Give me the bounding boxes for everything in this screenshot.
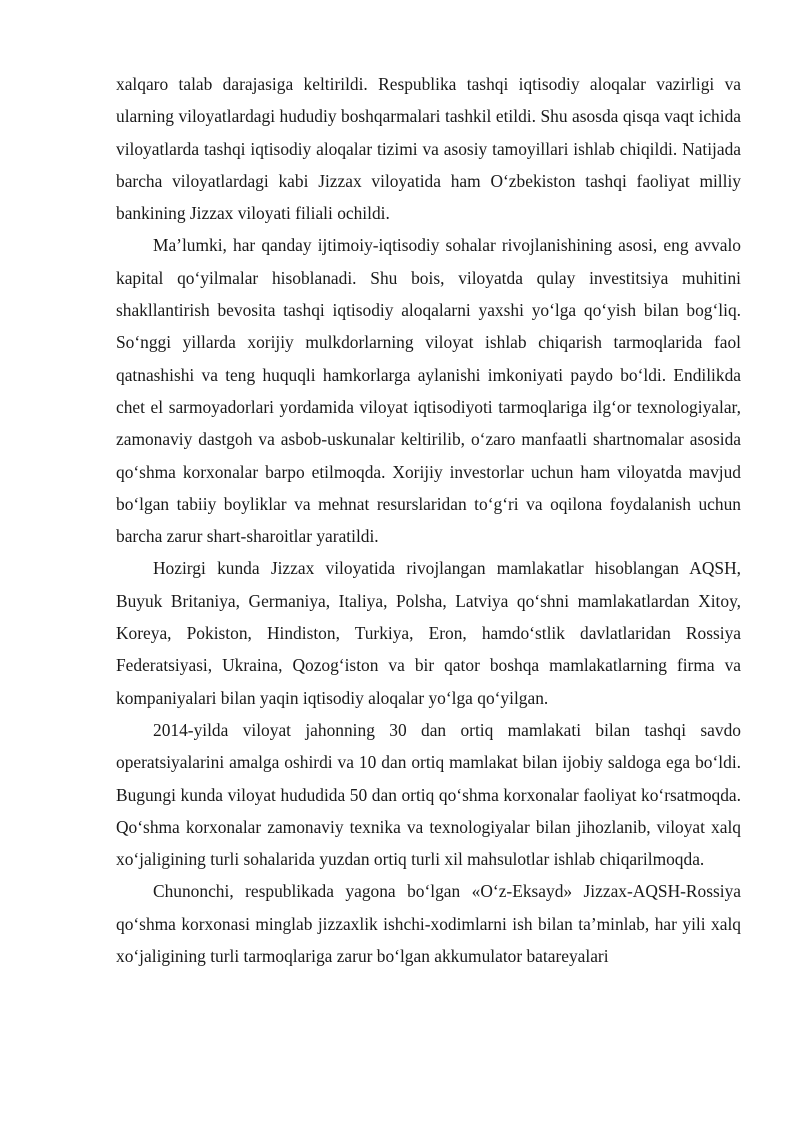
document-page xyxy=(116,68,741,972)
paragraph-1: xalqaro talab darajasiga keltirildi. Respublika tashqi iqtisodiy aloqalar vazirligi va ularning viloyatlardagi hududiy boshqarmalari tashkil etildi. Shu asosda qisqa vaqt ichida viloyatlarda tashqi iqtisodiy aloqalar tizimi va asosiy tamoyillari ishlab chiqildi. Natijada barcha viloyatlardagi kabi Jizzax viloyatida ham O‘zbekiston tashqi faoliyat milliy bankining Jizzax viloyati filiali ochildi. xyxy=(116,74,741,224)
paragraph-4: 2014-yilda viloyat jahonning 30 dan ortiq mamlakati bilan tashqi savdo operatsiyalarini amalga oshirdi va 10 dan ortiq mamlakat bilan ijobiy saldoga ega bo‘ldi. Bugungi kunda viloyat hududida 50 dan ortiq qo‘shma korxonalar faoliyat ko‘rsatmoqda. Qo‘shma korxonalar zamonaviy texnika va texnologiyalar bilan jihozlanib, viloyat xalq xo‘jaligining turli sohalarida yuzdan ortiq turli xil mahsulotlar ishlab chiqarilmoqda. xyxy=(116,719,741,870)
paragraph-3: Hozirgi kunda Jizzax viloyatida rivojlangan mamlakatlar hisoblangan AQSH, Buyuk Britaniya, Germaniya, Italiya, Polsha, Latviya qo‘shni mamlakatlardan Xitoy, Koreya, Pokiston, Hindiston, Turkiya, Eron, hamdo‘stlik davlatlaridan Rossiya Federatsiyasi, Ukraina, Qozog‘iston va bir qator boshqa mamlakatlarning firma va kompaniyalari bilan yaqin iqtisodiy aloqalar yo‘lga qo‘yilgan. xyxy=(116,558,741,708)
paragraph-2: Ma’lumki, har qanday ijtimoiy-iqtisodiy sohalar rivojlanishining asosi, eng avvalo kapital qo‘yilmalar hisoblanadi. Shu bois, viloyatda qulay investitsiya muhitini shakllantirish bevosita tashqi iqtisodiy aloqalarni yaxshi yo‘lga qo‘yish bilan bog‘liq. So‘nggi yillarda xorijiy mulkdorlarning viloyat ishlab chiqarish tarmoqlarida faol qatnashishi va teng huquqli hamkorlarga aylanishi imkoniyati paydo bo‘ldi. Endilikda chet el sarmoyadorlari yordamida viloyat iqtisodiyoti tarmoqlariga ilg‘or texnologiyalar, zamonaviy dastgoh va asbob-uskunalar keltirilib, o‘zaro manfaatli shartnomalar asosida qo‘shma korxonalar barpo etilmoqda. Xorijiy investorlar uchun ham viloyatda mavjud bo‘lgan tabiiy boyliklar va mehnat resurslaridan to‘g‘ri va oqilona foydalanish uchun barcha zarur shart-sharoitlar yaratildi. xyxy=(116,235,741,547)
paragraph-5: Chunonchi, respublikada yagona bo‘lgan «O‘z-Eksayd» Jizzax-AQSH-Rossiya qo‘shma korxonasi minglab jizzaxlik ishchi-xodimlarni ish bilan ta’minlab, har yili xalq xo‘jaligining turli tarmoqlariga zarur bo‘lgan akkumulator batareyalari xyxy=(116,881,741,967)
